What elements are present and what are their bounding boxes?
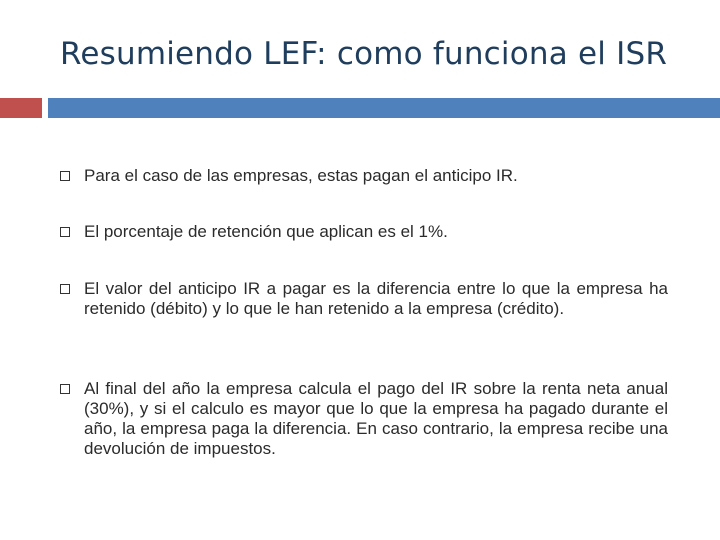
square-bullet-icon [60,171,70,181]
square-bullet-icon [60,384,70,394]
square-bullet-icon [60,284,70,294]
bullet-text: El valor del anticipo IR a pagar es la diferencia entre lo que la empresa ha retenido (débito) y lo que le han retenido a la empresa (crédito). [84,279,668,318]
square-bullet-icon [60,227,70,237]
bullet-text: Al final del año la empresa calcula el pago del IR sobre la renta neta anual (30%), y si el calculo es mayor que lo que la empresa ha pagado durante el año, la empresa paga la diferencia. En caso contrario, la empresa recibe una devolución de impuestos. [84,379,668,458]
bullet-text: Para el caso de las empresas, estas pagan el anticipo IR. [84,166,518,185]
accent-bar-blue [48,98,720,118]
slide-title: Resumiendo LEF: como funciona el ISR [60,36,668,72]
accent-bar-red [0,98,42,118]
bullet-text: El porcentaje de retención que aplican es el 1%. [84,222,448,241]
